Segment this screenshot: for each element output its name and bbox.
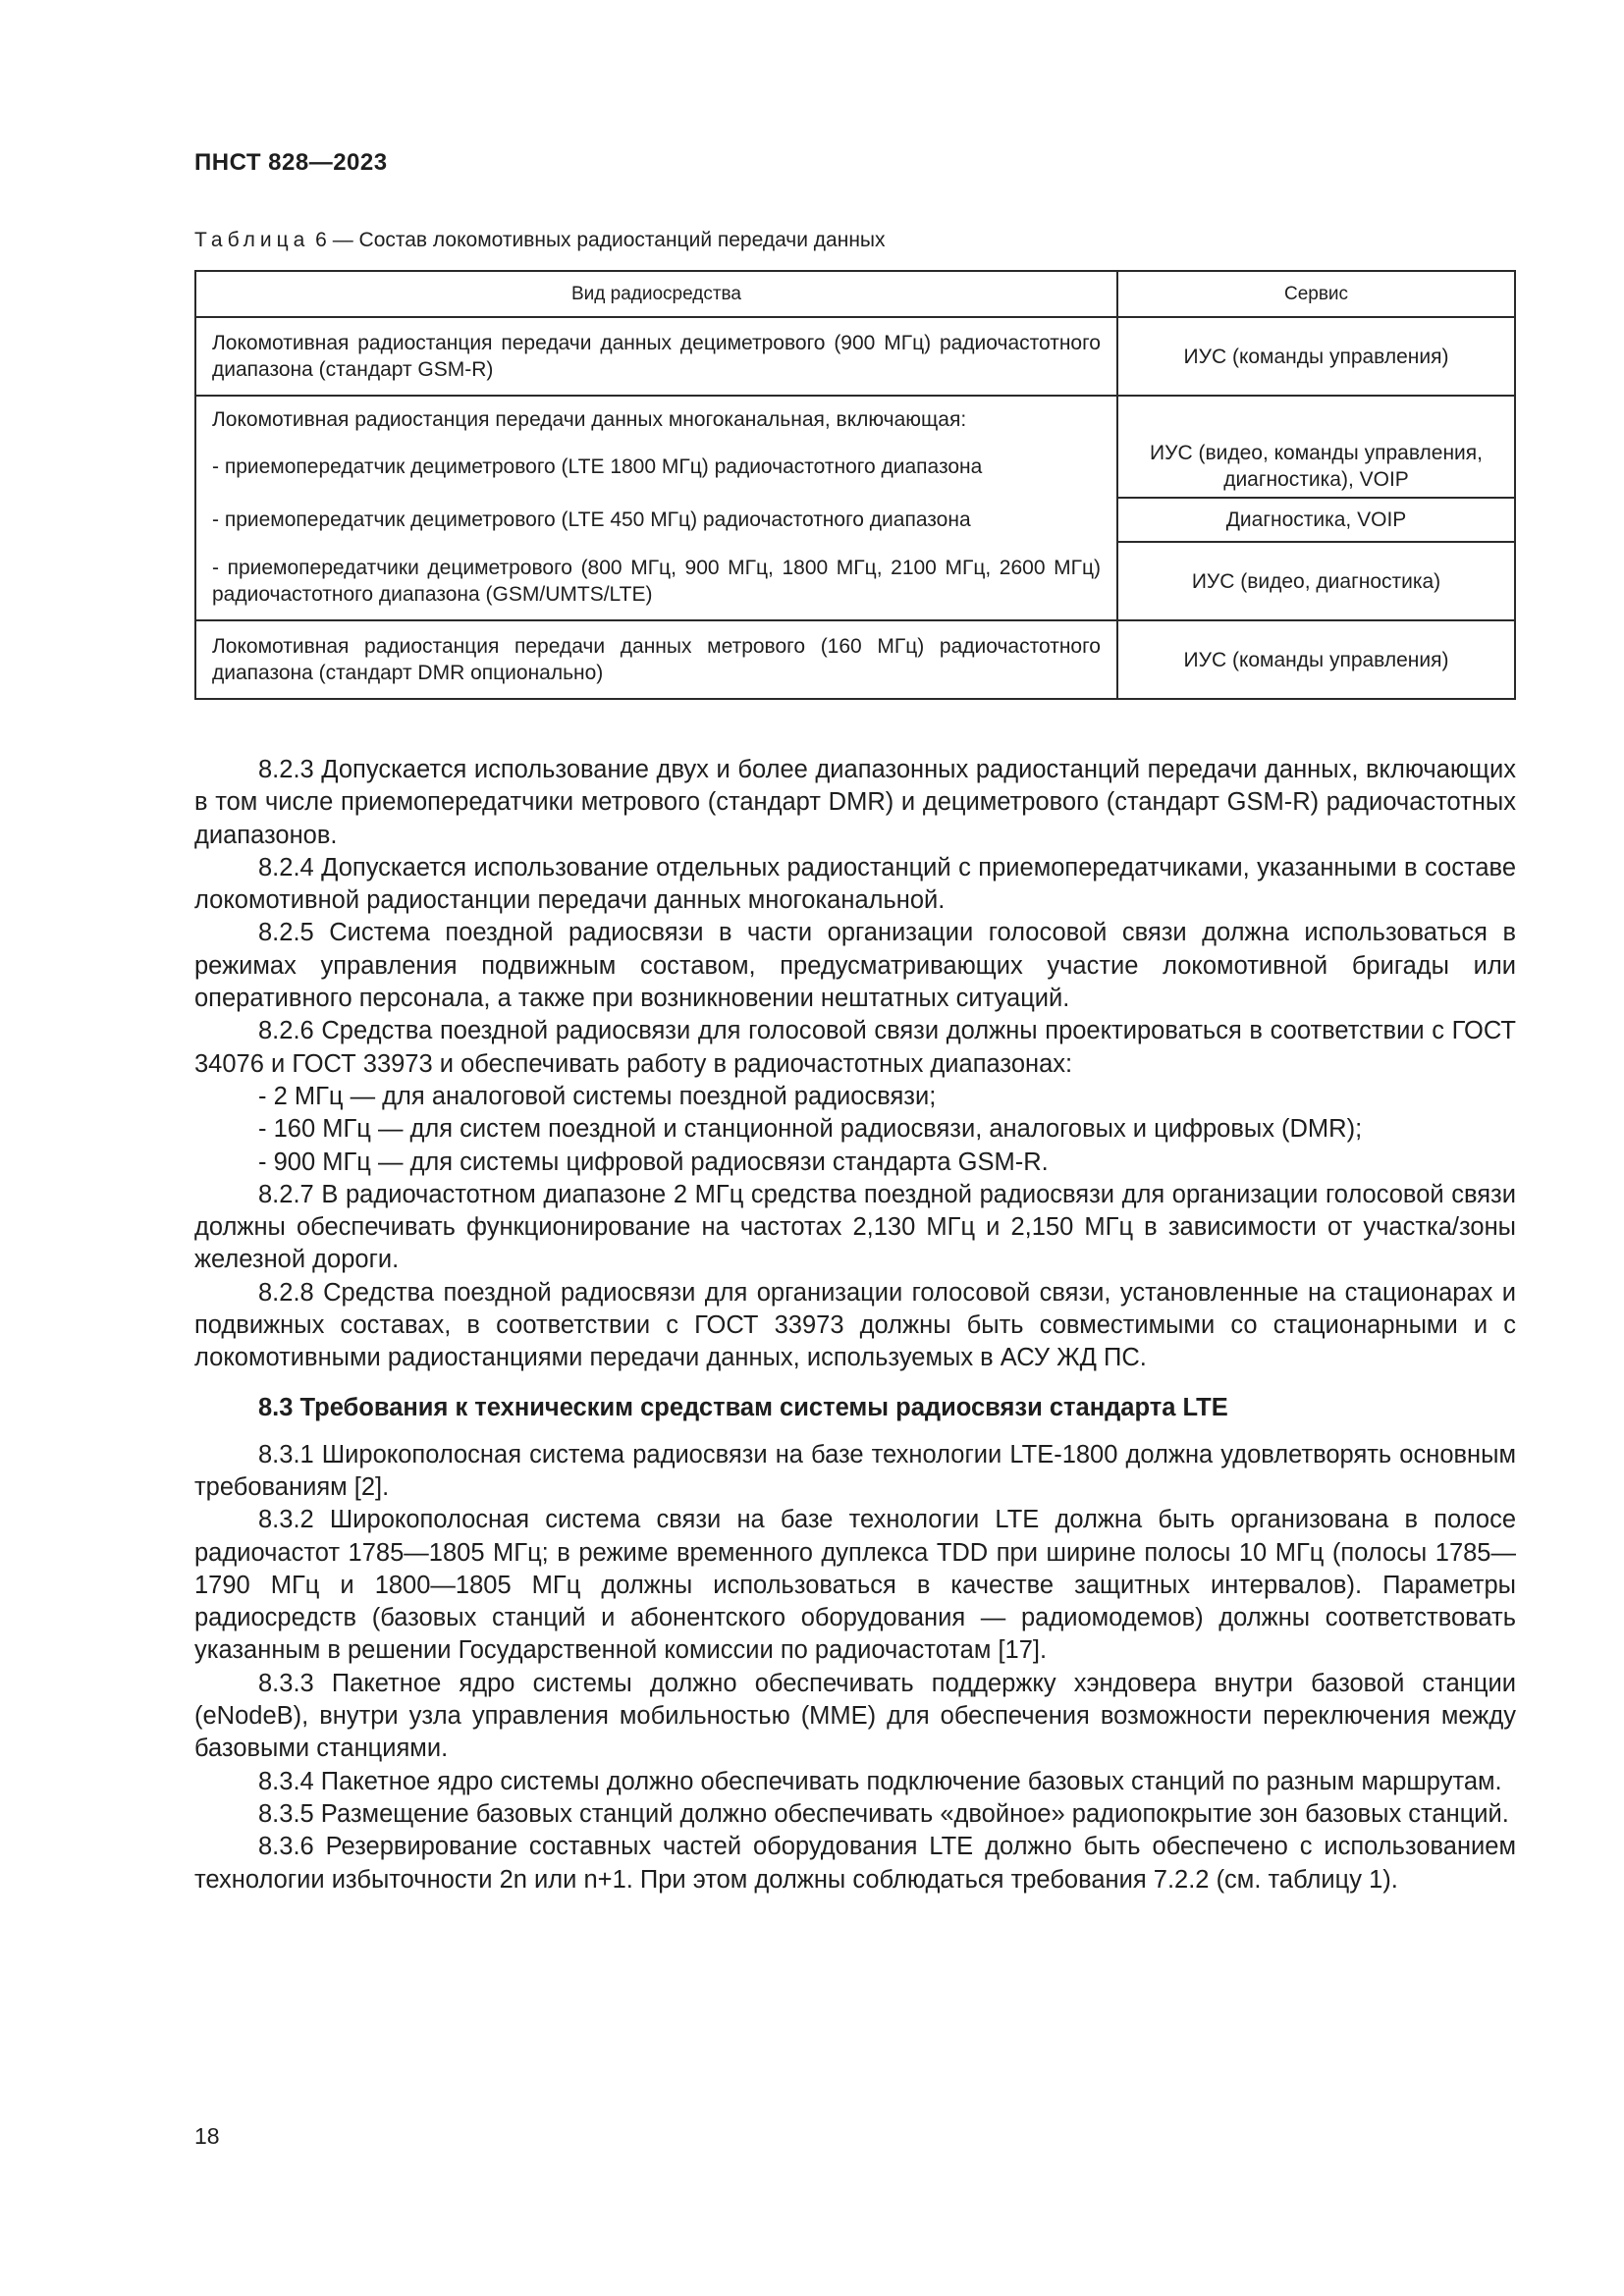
paragraph-8-3-2: 8.3.2 Широкополосная система связи на базе технологии LTE должна быть организована в полосе радиочастот 1785—1805 МГц; в режиме временного дуплекса TDD при ширине полосы 10 МГц (полосы 1785—1790 МГц и 1800—1805 МГц должны использоваться в качестве защитных интервалов). Параметры радиосредств (базовых станций и абонентского оборудования — радиомодемов) должны соответствовать указанным в решении Государственной комиссии по радиочастотам [17]. [194, 1506, 1516, 1665]
table-cell-equipment: - приемопередатчик дециметрового (LTE 1800 МГц) радиочастотного диапазона [195, 435, 1117, 498]
column-header-equipment: Вид радиосредства [195, 271, 1117, 317]
table-cell-equipment: - приемопередатчики дециметрового (800 МГц, 900 МГц, 1800 МГц, 2100 МГц, 2600 МГц) радиочастотного диапазона (GSM/UMTS/LTE) [195, 542, 1117, 620]
equipment-table [194, 270, 1516, 700]
table-row [195, 498, 1515, 542]
table-caption-title: 6 — Состав локомотивных радиостанций передачи данных [309, 229, 886, 251]
paragraph-8-2-3: 8.2.3 Допускается использование двух и более диапазонных радиостанций передачи данных, включающих в том числе приемопередатчики метрового (стандарт DMR) и дециметрового (стандарт GSM-R) радиочастотных диапазонов. [194, 756, 1516, 849]
table-cell-equipment: - приемопередатчик дециметрового (LTE 450 МГц) радиочастотного диапазона [195, 498, 1117, 542]
table-cell-service-text: ИУС (видео, команды управления, диагностика), VOIP [1150, 442, 1483, 491]
page-number: 18 [194, 2123, 220, 2149]
table-caption-word: Таблица [194, 229, 310, 251]
table-cell-service: ИУС (видео, диагностика) [1117, 542, 1515, 620]
table-row [195, 317, 1515, 396]
list-item: - 160 МГц — для систем поездной и станционной радиосвязи, аналоговых и цифровых (DMR); [258, 1115, 1363, 1144]
section-heading-8-3: 8.3 Требования к техническим средствам системы радиосвязи стандарта LTE [258, 1393, 1228, 1421]
paragraph-8-3-3: 8.3.3 Пакетное ядро системы должно обеспечивать поддержку хэндовера внутри базовой станции (eNodeB), внутри узла управления мобильностью (MME) для обеспечения возможности переключения между базовыми станциями. [194, 1669, 1516, 1763]
list-item: - 2 МГц — для аналоговой системы поездной радиосвязи; [258, 1082, 937, 1110]
column-header-service: Сервис [1117, 271, 1515, 317]
table-cell-equipment: Локомотивная радиостанция передачи данных метрового (160 МГц) радиочастотного диапазона (стандарт DMR опционально) [195, 620, 1117, 699]
paragraph-8-3-1: 8.3.1 Широкополосная система радиосвязи на базе технологии LTE-1800 должна удовлетворять основным требованиям [2]. [194, 1440, 1516, 1501]
table-cell-service: ИУС (команды управления) [1117, 317, 1515, 396]
document-id: ПНСТ 828—2023 [194, 149, 388, 176]
table-caption [194, 229, 886, 252]
table-cell-service [1117, 396, 1515, 498]
paragraph-8-2-8: 8.2.8 Средства поездной радиосвязи для организации голосовой связи, установленные на стационарах и подвижных составах, в соответствии с ГОСТ 33973 должны быть совместимыми со стационарными и с локомотивными радиостанциями передачи данных, используемых в АСУ ЖД ПС. [194, 1278, 1516, 1372]
paragraph-8-3-6: 8.3.6 Резервирование составных частей оборудования LTE должно быть обеспечено с использованием технологии избыточности 2n или n+1. При этом должны соблюдаться требования 7.2.2 (см. таблицу 1). [194, 1833, 1516, 1894]
table-cell-service: ИУС (команды управления) [1117, 620, 1515, 699]
paragraph-8-2-6: 8.2.6 Средства поездной радиосвязи для голосовой связи должны проектироваться в соответствии с ГОСТ 34076 и ГОСТ 33973 и обеспечивать работу в радиочастотных диапазонах: [194, 1017, 1516, 1078]
paragraph-8-2-5: 8.2.5 Система поездной радиосвязи в части организации голосовой связи должна использоваться в режимах управления подвижным составом, предусматривающих участие локомотивной бригады или оперативного персонала, а также при возникновении нештатных ситуаций. [194, 919, 1516, 1013]
paragraph-8-2-7: 8.2.7 В радиочастотном диапазоне 2 МГц средства поездной радиосвязи для организации голосовой связи должны обеспечивать функционирование на частотах 2,130 МГц и 2,150 МГц в зависимости от участка/зоны железной дороги. [194, 1180, 1516, 1274]
paragraph-8-2-4: 8.2.4 Допускается использование отдельных радиостанций с приемопередатчиками, указанными в составе локомотивной радиостанции передачи данных многоканальной. [194, 853, 1516, 915]
table-header-row [195, 271, 1515, 317]
table-row [195, 542, 1515, 620]
table-cell-service: Диагностика, VOIP [1117, 498, 1515, 542]
table-row [195, 620, 1515, 699]
paragraph-8-3-4: 8.3.4 Пакетное ядро системы должно обеспечивать подключение базовых станций по разным маршрутам. [258, 1767, 1502, 1795]
table-cell-equipment: Локомотивная радиостанция передачи данных многоканальная, включающая: [195, 396, 1117, 435]
paragraph-8-3-5: 8.3.5 Размещение базовых станций должно обеспечивать «двойное» радиопокрытие зон базовых станций. [258, 1799, 1509, 1828]
body-text [194, 754, 1516, 1896]
list-item: - 900 МГц — для системы цифровой радиосвязи стандарта GSM-R. [258, 1148, 1049, 1176]
table-row [195, 396, 1515, 435]
table-cell-equipment: Локомотивная радиостанция передачи данных дециметрового (900 МГц) радиочастотного диапазона (стандарт GSM-R) [195, 317, 1117, 396]
